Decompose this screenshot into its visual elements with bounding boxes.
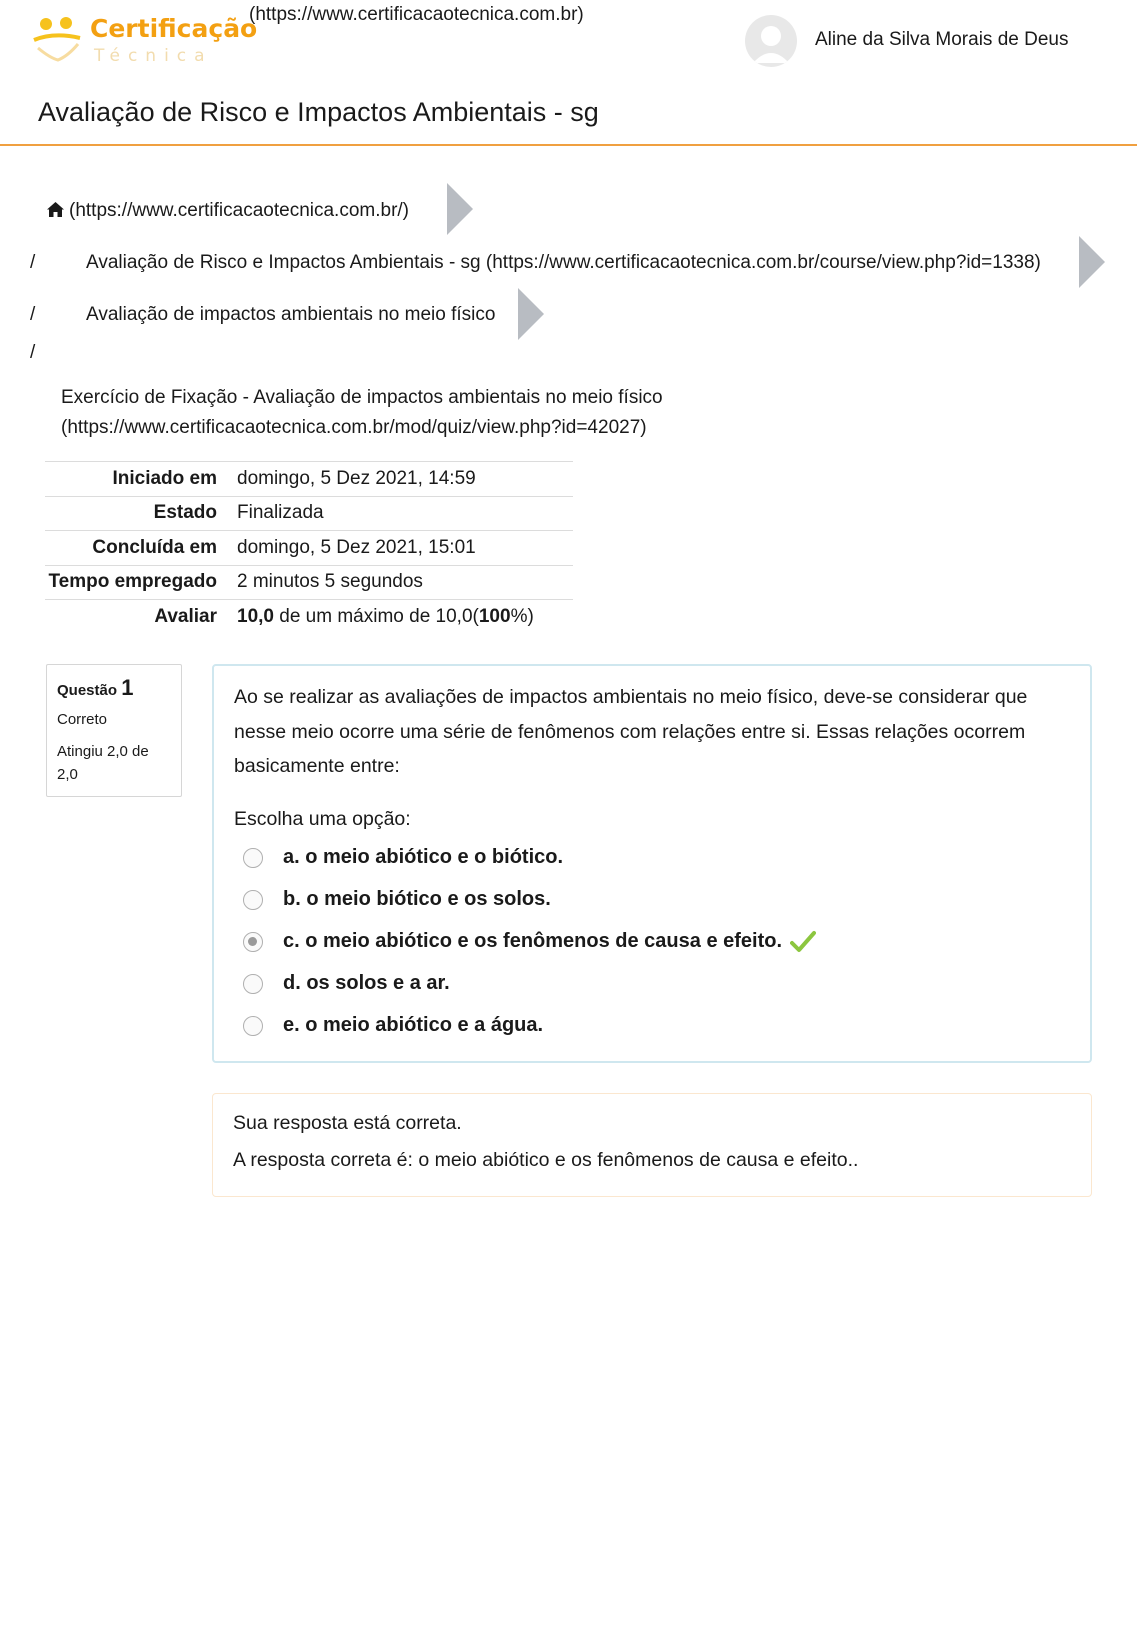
grade-end: %) (510, 606, 534, 627)
breadcrumb-separator: / (30, 342, 36, 363)
grade-percent: 100 (478, 606, 511, 627)
question-grade: Atingiu 2,0 de 2,0 (57, 743, 149, 783)
question-number-value: 1 (121, 675, 134, 700)
breadcrumb-home-label: (https://www.certificacaotecnica.com.br/) (69, 200, 409, 221)
grade-score: 10,0 (237, 606, 274, 627)
breadcrumb-quiz-line2[interactable]: (https://www.certificacaotecnica.com.br/mod/quiz/view.php?id=42027) (61, 417, 647, 438)
user-avatar-icon (745, 15, 797, 67)
radio-button[interactable] (243, 974, 263, 994)
correct-check-icon (790, 930, 816, 954)
answer-option-label: b. o meio biótico e os solos. (283, 888, 551, 910)
summary-value: Finalizada (235, 496, 573, 531)
feedback-correct-answer: A resposta correta é: o meio abiótico e os fenômenos de causa e efeito.. (233, 1149, 859, 1171)
answer-option-a[interactable] (234, 837, 1070, 879)
summary-value: 2 minutos 5 segundos (235, 565, 573, 600)
answer-option-e[interactable] (234, 1005, 1070, 1047)
question-label: Questão (57, 682, 118, 699)
page-title: Avaliação de Risco e Impactos Ambientais - sg (38, 97, 599, 127)
logo-sun-icon (32, 14, 86, 64)
question-text: Ao se realizar as avaliações de impactos ambientais no meio físico, deve-se considerar que nesse meio ocorre uma série de fenômenos com relações entre si. Essas relações ocorrem basicamente entre: (234, 686, 1028, 777)
question-state: Correto (57, 711, 108, 728)
summary-grade-value (235, 600, 573, 635)
summary-label: Estado (45, 496, 235, 531)
answer-option-label: d. os solos e a ar. (283, 972, 450, 994)
home-icon (46, 201, 65, 218)
breadcrumb-section[interactable]: Avaliação de impactos ambientais no meio físico (86, 304, 496, 325)
attempt-summary-table (45, 461, 573, 634)
feedback-result: Sua resposta está correta. (233, 1112, 462, 1134)
question-content (212, 664, 1092, 1063)
answer-option-d[interactable] (234, 963, 1070, 1005)
summary-row-started (45, 462, 573, 497)
user-avatar[interactable] (745, 15, 797, 67)
summary-value: domingo, 5 Dez 2021, 15:01 (235, 531, 573, 566)
question-number (57, 675, 171, 701)
summary-value: domingo, 5 Dez 2021, 14:59 (235, 462, 573, 497)
summary-row-time (45, 565, 573, 600)
user-name[interactable]: Aline da Silva Morais de Deus (815, 29, 1069, 50)
question-info (46, 664, 182, 797)
answer-feedback (212, 1093, 1092, 1197)
breadcrumb-home[interactable] (46, 200, 409, 222)
radio-button[interactable] (243, 1016, 263, 1036)
summary-row-grade (45, 600, 573, 635)
breadcrumb-separator: / (30, 252, 36, 273)
summary-label: Avaliar (45, 600, 235, 635)
breadcrumb-separator: / (30, 304, 36, 325)
breadcrumb-arrow-icon (1079, 236, 1105, 288)
site-url-link[interactable]: (https://www.certificacaotecnica.com.br) (249, 4, 584, 25)
answer-options (234, 837, 1070, 1047)
summary-row-completed (45, 531, 573, 566)
breadcrumb-quiz-line1[interactable]: Exercício de Fixação - Avaliação de impactos ambientais no meio físico (61, 387, 663, 408)
breadcrumb-arrow-icon (518, 288, 544, 340)
summary-label: Iniciado em (45, 462, 235, 497)
radio-button[interactable] (243, 848, 263, 868)
summary-row-state (45, 496, 573, 531)
header-divider (0, 144, 1137, 146)
grade-mid: de um máximo de 10,0( (273, 606, 479, 627)
answer-option-c[interactable] (234, 921, 1070, 963)
answer-option-label: e. o meio abiótico e a água. (283, 1014, 544, 1036)
logo-subtext: Técnica (94, 46, 213, 66)
answer-option-label: a. o meio abiótico e o biótico. (283, 846, 564, 868)
summary-label: Tempo empregado (45, 565, 235, 600)
radio-button[interactable] (243, 890, 263, 910)
breadcrumb-arrow-icon (447, 183, 473, 235)
answer-prompt: Escolha uma opção: (234, 807, 411, 830)
radio-button-selected[interactable] (243, 932, 263, 952)
site-logo[interactable] (32, 10, 258, 68)
breadcrumb-course[interactable]: Avaliação de Risco e Impactos Ambientais - sg (https://www.certificacaotecnica.com.br/course/view.php?id=1338) (86, 252, 1041, 273)
answer-option-label: c. o meio abiótico e os fenômenos de causa e efeito. (283, 930, 783, 952)
answer-option-b[interactable] (234, 879, 1070, 921)
logo-text: Certificação (90, 14, 258, 43)
summary-label: Concluída em (45, 531, 235, 566)
